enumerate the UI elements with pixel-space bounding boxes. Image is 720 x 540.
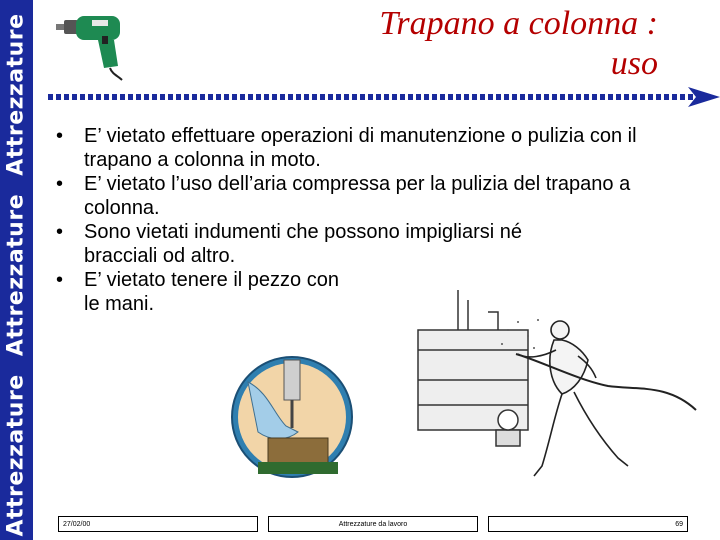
sidebar-band [0, 0, 33, 540]
footer-page-number: 69 [488, 516, 688, 532]
slide-title [379, 4, 658, 84]
list-item [56, 220, 696, 268]
list-item [56, 124, 696, 172]
bullet-text: E’ vietato tenere il pezzo con le mani. [84, 269, 339, 315]
footer [58, 508, 698, 536]
sidebar-label [4, 3, 29, 536]
bullet-glyph: • [56, 221, 64, 243]
bullet-list [56, 124, 696, 316]
title-line-1: Trapano a colonna : [379, 5, 658, 42]
list-item [56, 172, 696, 220]
dotted-rule [48, 85, 720, 109]
hand-drilling-illustration [228, 352, 356, 482]
bullet-glyph: • [56, 269, 64, 291]
bullet-glyph: • [56, 173, 64, 195]
sidebar-word: Attrezzature [3, 193, 29, 357]
list-item [56, 268, 344, 316]
press-drill-worker-illustration [378, 290, 698, 490]
bullet-glyph: • [56, 125, 64, 147]
sidebar-word: Attrezzature [3, 374, 29, 537]
footer-date: 27/02/00 [58, 516, 258, 532]
bullet-text: Sono vietati indumenti che possono impigliarsi né bracciali od altro. [84, 221, 523, 267]
bullet-text: E’ vietato effettuare operazioni di manutenzione o pulizia con il trapano a colonna in moto. [84, 125, 637, 171]
bullet-text: E’ vietato l’uso dell’aria compressa per la pulizia del trapano a colonna. [84, 173, 631, 219]
sidebar-word: Attrezzature [3, 13, 29, 176]
footer-label: Attrezzature da lavoro [268, 516, 478, 532]
title-line-2: uso [610, 45, 658, 82]
power-drill-icon [52, 10, 132, 82]
